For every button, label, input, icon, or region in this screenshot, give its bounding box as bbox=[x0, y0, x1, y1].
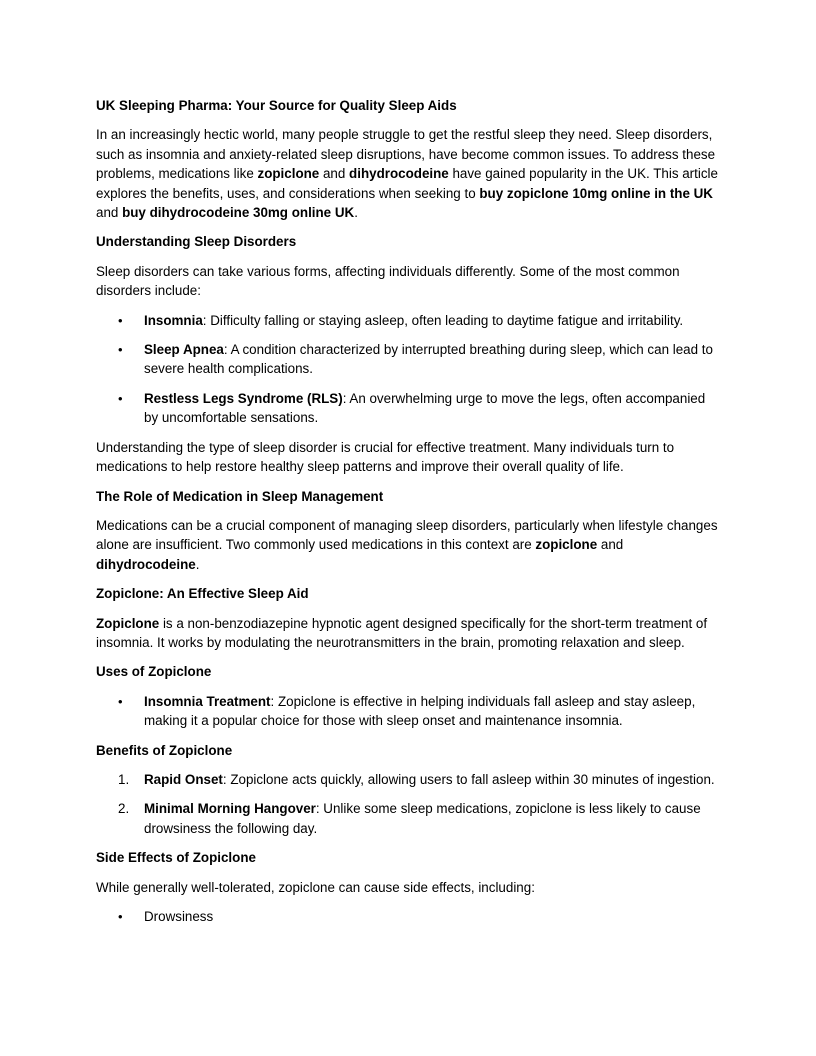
list-item bbox=[96, 340, 722, 379]
list-item bbox=[96, 907, 722, 926]
bullet-marker: • bbox=[118, 909, 123, 924]
role-of-medication-paragraph bbox=[96, 516, 722, 574]
role-bold-zopiclone: zopiclone bbox=[535, 537, 598, 553]
side-effects-list bbox=[96, 907, 722, 926]
document-title: UK Sleeping Pharma: Your Source for Quality Sleep Aids bbox=[96, 98, 457, 113]
role-text-2: and bbox=[597, 537, 624, 553]
list-item bbox=[96, 389, 722, 428]
list-item bbox=[96, 799, 722, 838]
zopiclone-text: is a non-benzodiazepine hypnotic agent designed specifically for the short-term treatment of insomnia. It works by modulating the neurotransmitters in the brain, promoting relaxation and sleep. bbox=[96, 615, 708, 650]
intro-text-2: and bbox=[319, 166, 350, 182]
list-item-text: : Difficulty falling or staying asleep, often leading to daytime fatigue and irritability. bbox=[202, 312, 684, 328]
role-text-3: . bbox=[195, 556, 200, 572]
intro-bold-buy-dihydrocodeine: buy dihydrocodeine 30mg online UK bbox=[122, 205, 355, 221]
list-item-text: : Zopiclone acts quickly, allowing users to fall asleep within 30 minutes of ingestion. bbox=[222, 771, 715, 787]
list-item-term: Minimal Morning Hangover bbox=[144, 801, 316, 817]
section-heading-benefits: Benefits of Zopiclone bbox=[96, 742, 233, 758]
section-heading-sleep-disorders: Understanding Sleep Disorders bbox=[96, 234, 297, 250]
zopiclone-bold: Zopiclone bbox=[96, 615, 160, 631]
list-item-term: Insomnia Treatment bbox=[144, 693, 271, 709]
sleep-disorders-after-paragraph: Understanding the type of sleep disorder is crucial for effective treatment. Many individuals turn to medications to help restore healthy sleep patterns and improve their overall quality of life. bbox=[96, 439, 675, 475]
sleep-disorders-list bbox=[96, 311, 722, 428]
zopiclone-paragraph bbox=[96, 614, 722, 653]
list-item bbox=[96, 692, 722, 731]
list-item-term: Rapid Onset bbox=[144, 771, 223, 787]
list-item bbox=[96, 311, 722, 330]
bullet-marker: • bbox=[118, 312, 123, 328]
intro-bold-buy-zopiclone: buy zopiclone 10mg online in the UK bbox=[479, 185, 713, 201]
intro-bold-zopiclone: zopiclone bbox=[257, 166, 320, 182]
list-item-text: : A condition characterized by interrupted breathing during sleep, which can lead to severe health complications. bbox=[144, 342, 713, 377]
number-marker: 1. bbox=[118, 771, 130, 787]
side-effects-paragraph: While generally well-tolerated, zopiclone can cause side effects, including: bbox=[96, 879, 535, 895]
document-page bbox=[96, 96, 722, 936]
intro-bold-dihydrocodeine: dihydrocodeine bbox=[349, 166, 449, 182]
uses-list bbox=[96, 692, 722, 731]
section-heading-side-effects: Side Effects of Zopiclone bbox=[96, 850, 256, 866]
sleep-disorders-paragraph: Sleep disorders can take various forms, affecting individuals differently. Some of the most common disorders include: bbox=[96, 263, 680, 299]
list-item-term: Restless Legs Syndrome (RLS) bbox=[144, 390, 343, 406]
list-item-term: Sleep Apnea bbox=[144, 342, 224, 358]
section-heading-zopiclone: Zopiclone: An Effective Sleep Aid bbox=[96, 586, 309, 602]
section-heading-uses: Uses of Zopiclone bbox=[96, 664, 212, 680]
section-heading-role-of-medication: The Role of Medication in Sleep Management bbox=[96, 488, 384, 504]
list-item-term: Insomnia bbox=[144, 312, 203, 328]
bullet-marker: • bbox=[118, 390, 123, 406]
intro-text-5: . bbox=[354, 205, 358, 221]
number-marker: 2. bbox=[118, 801, 130, 817]
intro-text-1: In an increasingly hectic world, many people struggle to get the restful sleep they need. Sleep disorders, such as insomnia and anxiety-related sleep disruptions, have become common issues. To address these problems, medications like bbox=[96, 127, 716, 182]
list-item-text: : An overwhelming urge to move the legs, often accompanied by uncomfortable sensations. bbox=[144, 390, 706, 426]
list-item-text: : Zopiclone is effective in helping individuals fall asleep and stay asleep, making it a popular choice for those with sleep onset and maintenance insomnia. bbox=[144, 693, 696, 729]
bullet-marker: • bbox=[118, 342, 123, 358]
role-bold-dihydrocodeine: dihydrocodeine bbox=[96, 556, 196, 572]
bullet-marker: • bbox=[118, 693, 123, 709]
intro-paragraph bbox=[96, 125, 722, 222]
benefits-list bbox=[96, 770, 722, 838]
list-item bbox=[96, 770, 722, 789]
role-text-1: Medications can be a crucial component of managing sleep disorders, particularly when lifestyle changes alone are insufficient. Two commonly used medications in this context are bbox=[96, 517, 718, 553]
intro-text-3: have gained popularity in the UK. This article explores the benefits, uses, and considerations when seeking to bbox=[96, 166, 718, 201]
list-item-text: : Unlike some sleep medications, zopiclone is less likely to cause drowsiness the following day. bbox=[144, 801, 701, 836]
intro-text-4: and bbox=[96, 205, 123, 221]
list-item-text: Drowsiness bbox=[144, 909, 214, 924]
